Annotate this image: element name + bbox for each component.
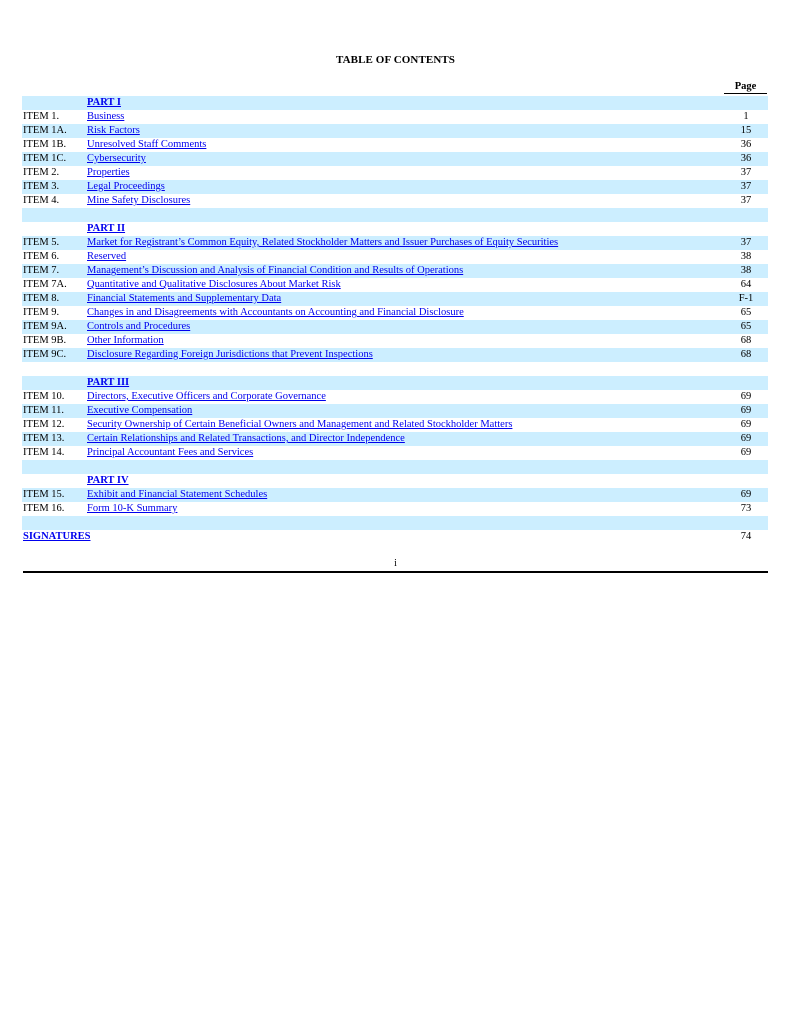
page-title: TABLE OF CONTENTS	[335, 54, 456, 66]
item-link[interactable]: Controls and Procedures	[87, 321, 191, 332]
item-number: ITEM 5.	[23, 237, 60, 248]
item-number: ITEM 16.	[23, 503, 65, 514]
item-number: ITEM 1C.	[23, 153, 67, 164]
spacer-row	[22, 208, 768, 222]
item-number: ITEM 9A.	[23, 321, 67, 332]
item-link[interactable]: Unresolved Staff Comments	[87, 139, 207, 150]
item-number: ITEM 7A.	[23, 279, 67, 290]
item-number: ITEM 14.	[23, 447, 65, 458]
item-number: ITEM 1A.	[23, 125, 67, 136]
item-number: ITEM 1.	[23, 111, 60, 122]
footer-page-number: i	[394, 558, 397, 569]
page-number: 69	[740, 405, 752, 416]
table-row	[22, 124, 768, 138]
table-row	[22, 278, 768, 292]
page-number: 69	[740, 489, 752, 500]
item-number: ITEM 4.	[23, 195, 60, 206]
table-row	[22, 236, 768, 250]
page-number: 69	[740, 391, 752, 402]
item-link[interactable]: Mine Safety Disclosures	[87, 195, 191, 206]
spacer-row	[22, 362, 768, 376]
page-number: 37	[740, 237, 752, 248]
item-link[interactable]: Risk Factors	[87, 125, 140, 136]
item-link[interactable]: Executive Compensation	[87, 405, 193, 416]
table-row	[22, 502, 768, 516]
table-row	[22, 488, 768, 502]
item-link[interactable]: Financial Statements and Supplementary Data	[87, 293, 282, 304]
item-link[interactable]: Quantitative and Qualitative Disclosures About Market Risk	[87, 279, 341, 290]
part-2-link[interactable]: PART II	[87, 223, 126, 234]
item-number: ITEM 12.	[23, 419, 65, 430]
page-number: 37	[740, 181, 752, 192]
signatures-row	[22, 530, 768, 544]
item-link[interactable]: Management’s Discussion and Analysis of Financial Condition and Results of Operations	[87, 265, 464, 276]
page-number: F-1	[738, 293, 754, 304]
item-link[interactable]: Disclosure Regarding Foreign Jurisdictions that Prevent Inspections	[87, 349, 373, 360]
page-number: 69	[740, 419, 752, 430]
part-3-link[interactable]: PART III	[87, 377, 130, 388]
page-number: 37	[740, 195, 752, 206]
table-row	[22, 194, 768, 208]
item-link[interactable]: Directors, Executive Officers and Corporate Governance	[87, 391, 326, 402]
item-link[interactable]: Properties	[87, 167, 130, 178]
table-row	[22, 110, 768, 124]
page-number: 68	[740, 349, 752, 360]
page-number: 65	[740, 307, 752, 318]
item-number: ITEM 7.	[23, 265, 60, 276]
table-of-contents	[22, 96, 768, 544]
table-row	[22, 138, 768, 152]
page-number: 38	[740, 265, 752, 276]
spacer-row	[22, 516, 768, 530]
item-number: ITEM 6.	[23, 251, 60, 262]
table-row	[22, 418, 768, 432]
item-link[interactable]: Form 10-K Summary	[87, 503, 178, 514]
table-row	[22, 404, 768, 418]
item-number: ITEM 1B.	[23, 139, 67, 150]
item-link[interactable]: Security Ownership of Certain Beneficial Owners and Management and Related Stockholder Matters	[87, 419, 513, 430]
page-number: 15	[740, 125, 752, 136]
item-number: ITEM 15.	[23, 489, 65, 500]
spacer-row	[22, 460, 768, 474]
item-number: ITEM 9.	[23, 307, 60, 318]
table-row	[22, 292, 768, 306]
page-number: 64	[740, 279, 752, 290]
table-row	[22, 334, 768, 348]
item-link[interactable]: Other Information	[87, 335, 164, 346]
table-row	[22, 250, 768, 264]
item-number: ITEM 13.	[23, 433, 65, 444]
item-link[interactable]: Legal Proceedings	[87, 181, 165, 192]
part-header-row	[22, 96, 768, 110]
item-link[interactable]: Certain Relationships and Related Transactions, and Director Independence	[87, 433, 405, 444]
table-row	[22, 432, 768, 446]
table-row	[22, 446, 768, 460]
page-number: 73	[740, 503, 752, 514]
page-number: 36	[740, 153, 752, 164]
page-number: 1	[743, 111, 749, 122]
part-header-row	[22, 376, 768, 390]
item-link[interactable]: Changes in and Disagreements with Accountants on Accounting and Financial Disclosure	[87, 307, 464, 318]
table-row	[22, 348, 768, 362]
part-header-row	[22, 474, 768, 488]
table-row	[22, 320, 768, 334]
page-number: 68	[740, 335, 752, 346]
item-number: ITEM 10.	[23, 391, 65, 402]
part-header-row	[22, 222, 768, 236]
item-link[interactable]: Reserved	[87, 251, 127, 262]
page-number: 69	[740, 433, 752, 444]
table-row	[22, 264, 768, 278]
part-1-link[interactable]: PART I	[87, 97, 121, 108]
page-number: 69	[740, 447, 752, 458]
signatures-link[interactable]: SIGNATURES	[23, 531, 91, 542]
table-row	[22, 306, 768, 320]
page-number: 65	[740, 321, 752, 332]
footer-divider	[23, 571, 768, 573]
item-number: ITEM 3.	[23, 181, 60, 192]
item-link[interactable]: Principal Accountant Fees and Services	[87, 447, 254, 458]
item-number: ITEM 8.	[23, 293, 60, 304]
item-number: ITEM 11.	[23, 405, 65, 416]
item-link[interactable]: Cybersecurity	[87, 153, 146, 164]
item-link[interactable]: Business	[87, 111, 125, 122]
item-link[interactable]: Exhibit and Financial Statement Schedules	[87, 489, 268, 500]
page-number: 36	[740, 139, 752, 150]
table-row	[22, 166, 768, 180]
table-row	[22, 152, 768, 166]
item-number: ITEM 9B.	[23, 335, 67, 346]
page-number: 37	[740, 167, 752, 178]
table-row	[22, 390, 768, 404]
item-number: ITEM 2.	[23, 167, 60, 178]
page-number: 38	[740, 251, 752, 262]
item-link[interactable]: Market for Registrant’s Common Equity, Related Stockholder Matters and Issuer Purchases of Equity Securities	[87, 237, 559, 248]
page-column-header: Page	[724, 81, 767, 94]
table-row	[22, 180, 768, 194]
part-4-link[interactable]: PART IV	[87, 475, 129, 486]
page-number: 74	[740, 531, 752, 542]
item-number: ITEM 9C.	[23, 349, 67, 360]
